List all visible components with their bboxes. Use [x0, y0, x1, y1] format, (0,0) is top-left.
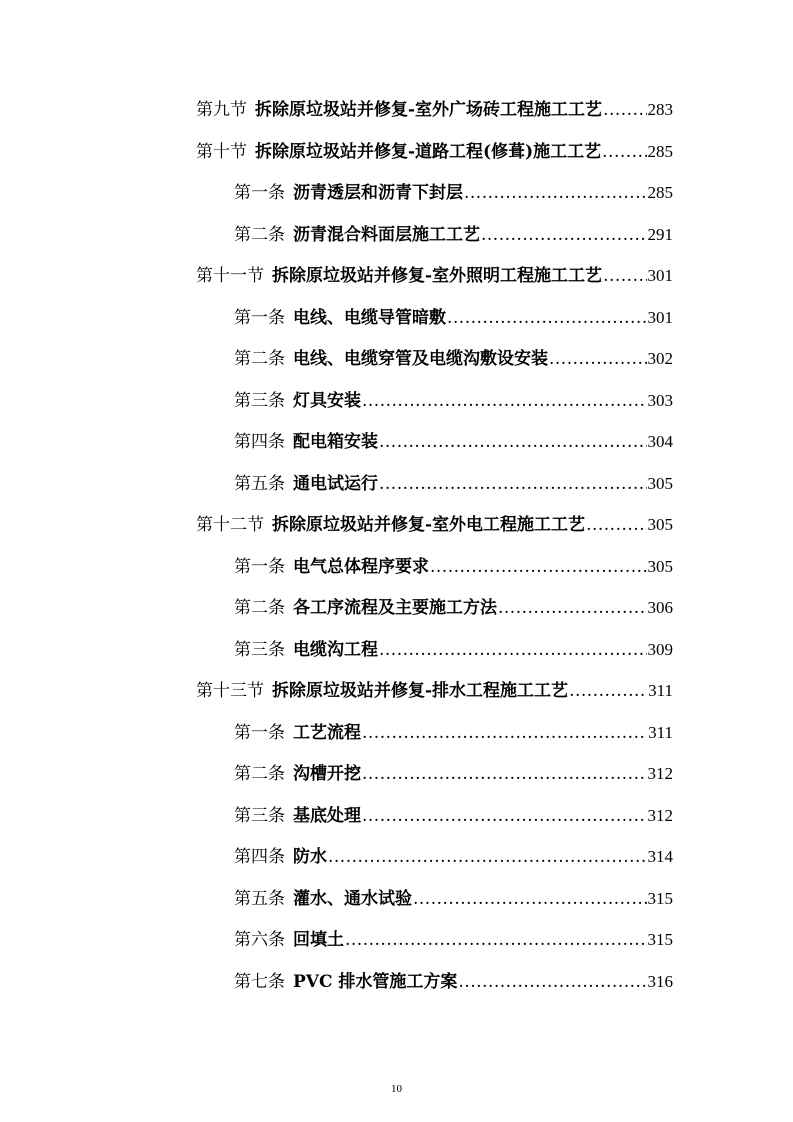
- toc-entry-page: 311: [648, 723, 673, 742]
- toc-entry-page: 309: [647, 640, 673, 659]
- toc-entry-number: 第三条: [234, 391, 285, 411]
- dot-leader: [362, 721, 647, 745]
- toc-entry-number: 第三条: [234, 640, 285, 660]
- toc-entry-title: 工艺流程: [293, 723, 361, 743]
- toc-entry-number: 第十二节: [196, 515, 264, 535]
- toc-entry-number: 第十三节: [196, 681, 264, 701]
- toc-entry-number: 第三条: [234, 806, 285, 826]
- toc-entry-title: 电气总体程序要求: [293, 557, 429, 577]
- toc-entry-page: 283: [647, 100, 673, 119]
- toc-entry-title: 电线、电缆穿管及电缆沟敷设安装: [293, 349, 548, 369]
- toc-entry: [234, 638, 673, 662]
- toc-entry: [234, 430, 673, 454]
- toc-entry-page: 312: [647, 764, 673, 783]
- toc-entry-number: 第十一节: [196, 266, 264, 286]
- toc-entry-title: 电缆沟工程: [293, 640, 378, 660]
- toc-entry-title: 基底处理: [293, 806, 361, 826]
- toc-entry-title: 沟槽开挖: [293, 764, 361, 784]
- dot-leader: [569, 679, 647, 703]
- toc-entry: [234, 555, 673, 579]
- toc-entry: [234, 928, 673, 952]
- toc-entry-page: 304: [647, 432, 673, 451]
- toc-entry-page: 306: [647, 598, 673, 617]
- toc-entry-page: 305: [647, 474, 673, 493]
- toc-entry: [234, 721, 673, 745]
- toc-entry-title: 灌水、通水试验: [293, 889, 412, 909]
- dot-leader: [602, 140, 646, 164]
- dot-leader: [464, 181, 647, 205]
- toc-entry-number: 第二条: [234, 598, 285, 618]
- toc-entry-number: 第十节: [196, 142, 247, 162]
- toc-entry-number: 第五条: [234, 474, 285, 494]
- toc-entry: [234, 804, 673, 828]
- toc-entry: [196, 679, 673, 703]
- toc-entry-title: 拆除原垃圾站并修复-室外广场砖工程施工工艺: [255, 100, 603, 120]
- toc-entry-number: 第四条: [234, 432, 285, 452]
- toc-entry-page: 302: [647, 349, 673, 368]
- toc-entry-page: 291: [647, 225, 673, 244]
- toc-entry: [234, 762, 673, 786]
- toc-entry-page: 285: [647, 183, 673, 202]
- toc-entry: [234, 472, 673, 496]
- dot-leader: [379, 430, 647, 454]
- toc-entry-page: 301: [647, 308, 673, 327]
- dot-leader: [447, 306, 647, 330]
- toc-entry-page: 312: [647, 806, 673, 825]
- toc-entry-page: 305: [647, 557, 673, 576]
- toc-entry: [196, 513, 673, 537]
- dot-leader: [413, 887, 647, 911]
- toc-entry-page: 301: [647, 266, 673, 285]
- toc-entry: [234, 389, 673, 413]
- dot-leader: [498, 596, 647, 620]
- toc-entry-number: 第二条: [234, 764, 285, 784]
- toc-entry-number: 第二条: [234, 225, 285, 245]
- toc-entry-number: 第七条: [234, 972, 285, 992]
- toc-entry-number: 第二条: [234, 349, 285, 369]
- toc-entry: [234, 347, 673, 371]
- toc-entry-page: 314: [647, 847, 673, 866]
- toc-entry: [234, 596, 673, 620]
- toc-entry: [196, 140, 673, 164]
- toc-entry-title: 灯具安装: [293, 391, 361, 411]
- dot-leader: [430, 555, 647, 579]
- toc-entry-title: 沥青混合料面层施工工艺: [293, 225, 480, 245]
- toc-entry-page: 305: [647, 515, 673, 534]
- dot-leader: [379, 472, 647, 496]
- toc-entry: [234, 223, 673, 247]
- page-number: 10: [391, 1083, 402, 1095]
- toc-entry-page: 311: [648, 681, 673, 700]
- toc-entry-page: 316: [647, 972, 673, 991]
- toc-entry-page: 303: [647, 391, 673, 410]
- toc-entry-page: 285: [647, 142, 673, 161]
- dot-leader: [549, 347, 647, 371]
- dot-leader: [379, 638, 647, 662]
- toc-entry-number: 第六条: [234, 930, 285, 950]
- dot-leader: [458, 970, 646, 994]
- toc-entry: [234, 970, 673, 994]
- toc-entry-number: 第一条: [234, 308, 285, 328]
- toc-entry-title: PVC 排水管施工方案: [293, 972, 458, 992]
- toc-entry: [234, 887, 673, 911]
- toc-entry-number: 第一条: [234, 723, 285, 743]
- toc-entry-number: 第一条: [234, 557, 285, 577]
- toc-entry-title: 通电试运行: [293, 474, 378, 494]
- dot-leader: [362, 804, 647, 828]
- dot-leader: [328, 845, 647, 869]
- dot-leader: [586, 513, 646, 537]
- dot-leader: [603, 264, 646, 288]
- toc-entry: [196, 264, 673, 288]
- toc-entry-title: 回填土: [293, 930, 344, 950]
- toc-entry: [234, 845, 673, 869]
- toc-entry-title: 电线、电缆导管暗敷: [293, 308, 446, 328]
- toc-entry-title: 沥青透层和沥青下封层: [293, 183, 463, 203]
- toc-entry-number: 第九节: [196, 100, 247, 120]
- toc-entry-number: 第四条: [234, 847, 285, 867]
- dot-leader: [362, 762, 647, 786]
- toc-entry-title: 配电箱安装: [293, 432, 378, 452]
- dot-leader: [603, 98, 646, 122]
- toc-entry-title: 防水: [293, 847, 327, 867]
- toc-entry-number: 第一条: [234, 183, 285, 203]
- dot-leader: [481, 223, 647, 247]
- toc-entry-title: 拆除原垃圾站并修复-室外照明工程施工工艺: [272, 266, 603, 286]
- toc-entry-page: 315: [647, 889, 673, 908]
- toc-entry-title: 各工序流程及主要施工方法: [293, 598, 497, 618]
- toc-entry: [234, 181, 673, 205]
- toc-entry-title: 拆除原垃圾站并修复-道路工程(修葺)施工工艺: [255, 142, 602, 162]
- dot-leader: [345, 928, 647, 952]
- toc-entry-title: 拆除原垃圾站并修复-室外电工程施工工艺: [272, 515, 586, 535]
- toc-entry-number: 第五条: [234, 889, 285, 909]
- toc-entry: [196, 98, 673, 122]
- toc-entry-title: 拆除原垃圾站并修复-排水工程施工工艺: [272, 681, 569, 701]
- dot-leader: [362, 389, 647, 413]
- toc-entry: [234, 306, 673, 330]
- toc-entry-page: 315: [647, 930, 673, 949]
